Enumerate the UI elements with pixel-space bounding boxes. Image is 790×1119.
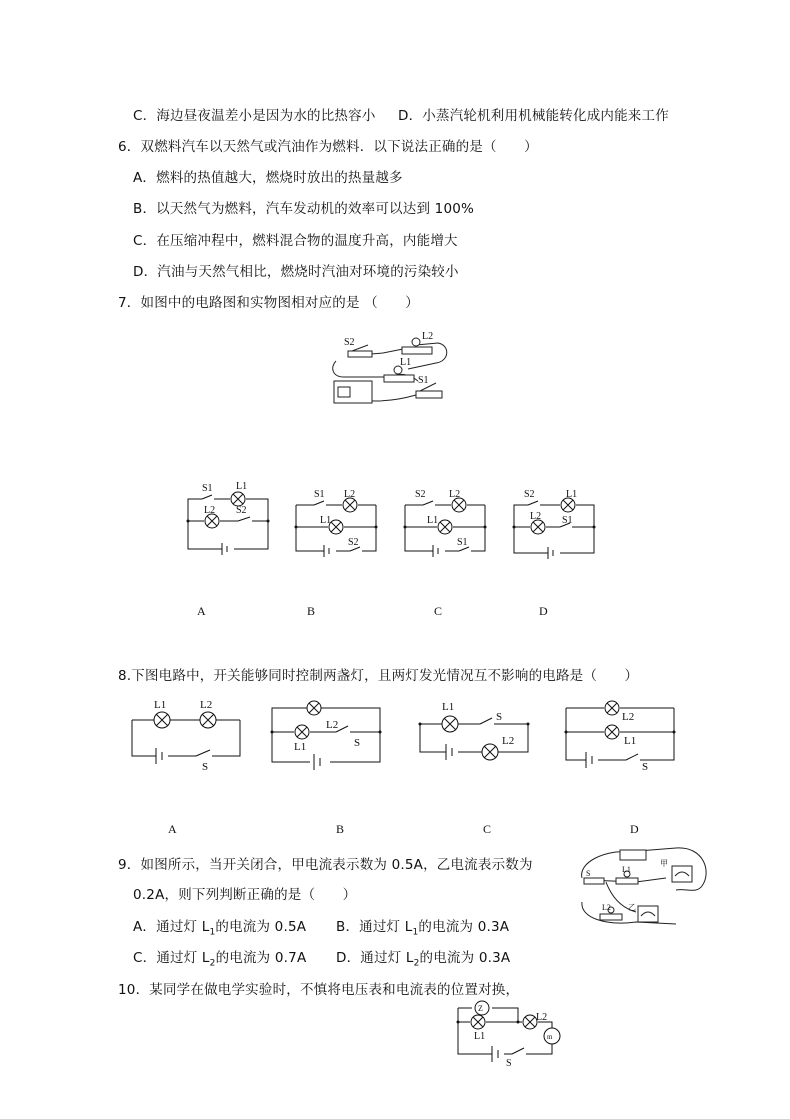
q9-label-jia: 甲 bbox=[660, 859, 668, 868]
q7-lamp-l2 bbox=[412, 338, 420, 346]
q7-d-label-s1: S1 bbox=[562, 515, 573, 526]
q7-a-label-l2: L2 bbox=[204, 505, 216, 516]
q8-c-label-s: S bbox=[496, 711, 503, 723]
q7-photo-label-l1: L1 bbox=[400, 357, 412, 368]
q9-stem-line2: 0.2A，则下列判断正确的是（ ） bbox=[133, 887, 357, 903]
q9-option-b: B．通过灯 $L_1$的电流为 0.3A bbox=[336, 919, 510, 938]
q7-circuit-c bbox=[403, 487, 489, 557]
q7-stem: 7．如图中的电路图和实物图相对应的是 （ ） bbox=[118, 295, 419, 311]
q6-option-b: B．以天然气为燃料，汽车发动机的效率可以达到 100% bbox=[133, 201, 475, 217]
q7-a-label-s1: S1 bbox=[202, 483, 213, 494]
q7-b-label-s1: S1 bbox=[314, 489, 325, 500]
q7-choice-d: D bbox=[539, 604, 548, 618]
q8-d-label-l1: L1 bbox=[624, 735, 637, 747]
q9-switch-s bbox=[584, 878, 604, 884]
q10-lamp-l2 bbox=[523, 1015, 537, 1029]
q7-photo-label-s1: S1 bbox=[418, 375, 429, 386]
q8-d-lamp-top bbox=[605, 701, 619, 715]
q7-switch-s2 bbox=[348, 351, 372, 357]
q10-label-l2: L2 bbox=[536, 1012, 548, 1023]
q8-a-label-l1: L1 bbox=[154, 699, 167, 711]
q9-option-d: D．通过灯 $L_2$的电流为 0.3A bbox=[336, 950, 511, 969]
q8-c-lamp-l2 bbox=[482, 744, 498, 760]
q7-c-lamp-l1 bbox=[438, 520, 452, 534]
q8-b-label-l1: L1 bbox=[294, 741, 307, 753]
q8-d-label-l2: L2 bbox=[622, 711, 635, 723]
q8-a-lamp-l1 bbox=[154, 712, 170, 728]
q5-option-d: D．小蒸汽轮机利用机械能转化成内能来工作 bbox=[398, 108, 669, 124]
q7-c-label-l1: L1 bbox=[427, 515, 439, 526]
q8-choice-b: B bbox=[336, 822, 345, 836]
q8-choice-a: A bbox=[168, 822, 177, 836]
q7-circuit-b bbox=[294, 487, 380, 557]
q9-power-supply bbox=[620, 850, 646, 860]
q9-ammeter-yi bbox=[638, 906, 658, 922]
q7-d-label-l1: L1 bbox=[566, 489, 578, 500]
q7-c-lamp-l2 bbox=[452, 498, 466, 512]
q7-switch-s1 bbox=[416, 391, 442, 398]
q8-a-lamp-l2 bbox=[200, 712, 216, 728]
q7-b-label-s2: S2 bbox=[348, 537, 359, 548]
q8-circuit-b bbox=[270, 700, 382, 772]
q7-c-label-l2: L2 bbox=[449, 489, 461, 500]
q6-option-d: D．汽油与天然气相比，燃烧时汽油对环境的污染较小 bbox=[133, 264, 459, 280]
q7-b-label-l2: L2 bbox=[344, 489, 356, 500]
q7-d-lamp-l1 bbox=[561, 498, 575, 512]
q9-lamp-l1 bbox=[616, 878, 638, 884]
q9-label-l1: L1 bbox=[622, 865, 631, 874]
q7-c-label-s2: S2 bbox=[415, 489, 426, 500]
q7-a-label-l1: L1 bbox=[236, 481, 248, 492]
q7-lamp-l2-base bbox=[402, 347, 432, 354]
q8-a-label-l2: L2 bbox=[200, 699, 213, 711]
q8-a-label-s: S bbox=[202, 761, 209, 773]
q10-meter-right bbox=[544, 1028, 560, 1044]
svg-text:m: m bbox=[547, 1033, 553, 1041]
q10-label-s: S bbox=[506, 1058, 512, 1069]
q7-photo-label-s2: S2 bbox=[344, 337, 355, 348]
q7-d-lamp-l2 bbox=[531, 520, 545, 534]
q7-a-lamp-l1 bbox=[231, 492, 245, 506]
q8-c-label-l1: L1 bbox=[442, 701, 455, 713]
q8-b-lamp-top bbox=[307, 701, 321, 715]
q7-choice-b: B bbox=[307, 604, 316, 618]
q7-a-label-s2: S2 bbox=[236, 505, 247, 516]
q10-lamp-l1 bbox=[471, 1015, 485, 1029]
q6-option-c: C．在压缩冲程中，燃料混合物的温度升高，内能增大 bbox=[133, 233, 458, 249]
q9-label-yi: 乙 bbox=[628, 903, 636, 912]
q10-circuit bbox=[452, 998, 564, 1068]
q8-choice-d: D bbox=[630, 822, 639, 836]
q10-label-l1: L1 bbox=[474, 1031, 486, 1042]
q9-lamp-l2 bbox=[600, 914, 622, 920]
q7-circuit-d bbox=[512, 487, 598, 557]
q7-choice-a: A bbox=[197, 604, 206, 618]
q7-choice-c: C bbox=[434, 604, 443, 618]
q6-option-a: A．燃料的热值越大，燃烧时放出的热量越多 bbox=[133, 170, 403, 186]
q9-option-a: A．通过灯 $L_1$的电流为 0.5A bbox=[133, 919, 307, 938]
q9-apparatus-photo bbox=[576, 842, 711, 932]
q10-stem: 10．某同学在做电学实验时，不慎将电压表和电流表的位置对换， bbox=[118, 982, 520, 998]
q7-lamp-l1-base bbox=[384, 375, 414, 382]
q7-d-label-l2: L2 bbox=[530, 511, 542, 522]
q8-d-label-s: S bbox=[642, 761, 649, 773]
q8-choice-c: C bbox=[483, 822, 492, 836]
q9-label-s: S bbox=[586, 869, 591, 878]
q10-meter-top bbox=[475, 1001, 489, 1015]
q6-stem: 6．双燃料汽车以天然气或汽油作为燃料．以下说法正确的是（ ） bbox=[118, 139, 538, 155]
q7-apparatus-photo bbox=[328, 333, 453, 411]
q9-label-l2: L2 bbox=[602, 903, 611, 912]
q8-circuit-c bbox=[418, 700, 530, 772]
q8-b-label-s: S bbox=[354, 737, 361, 749]
q8-circuit-a bbox=[130, 700, 242, 772]
q8-c-lamp-l1 bbox=[442, 716, 458, 732]
q8-circuit-d bbox=[564, 700, 676, 772]
q5-option-c: C．海边昼夜温差小是因为水的比热容小 bbox=[133, 108, 376, 124]
q8-stem: 8.下图电路中，开关能够同时控制两盏灯，且两灯发光情况互不影响的电路是（ ） bbox=[118, 668, 639, 684]
q8-c-label-l2: L2 bbox=[502, 735, 515, 747]
q9-stem-line1: 9．如图所示，当开关闭合，甲电流表示数为 0.5A，乙电流表示数为 bbox=[118, 857, 533, 873]
q7-c-label-s1: S1 bbox=[457, 537, 468, 548]
q8-b-label-l2: L2 bbox=[326, 719, 339, 731]
q8-d-lamp-mid bbox=[605, 725, 619, 739]
svg-text:Z: Z bbox=[478, 1004, 483, 1013]
q9-ammeter-jia bbox=[672, 866, 692, 882]
q7-a-lamp-l2 bbox=[205, 514, 219, 528]
q7-b-label-l1: L1 bbox=[320, 515, 332, 526]
q7-b-lamp-l2 bbox=[343, 498, 357, 512]
q8-b-lamp-mid bbox=[295, 725, 309, 739]
q7-circuit-a bbox=[186, 483, 272, 553]
q9-option-c: C．通过灯 $L_2$的电流为 0.7A bbox=[133, 950, 307, 969]
q7-photo-label-l2: L2 bbox=[422, 331, 434, 342]
q7-d-label-s2: S2 bbox=[524, 489, 535, 500]
